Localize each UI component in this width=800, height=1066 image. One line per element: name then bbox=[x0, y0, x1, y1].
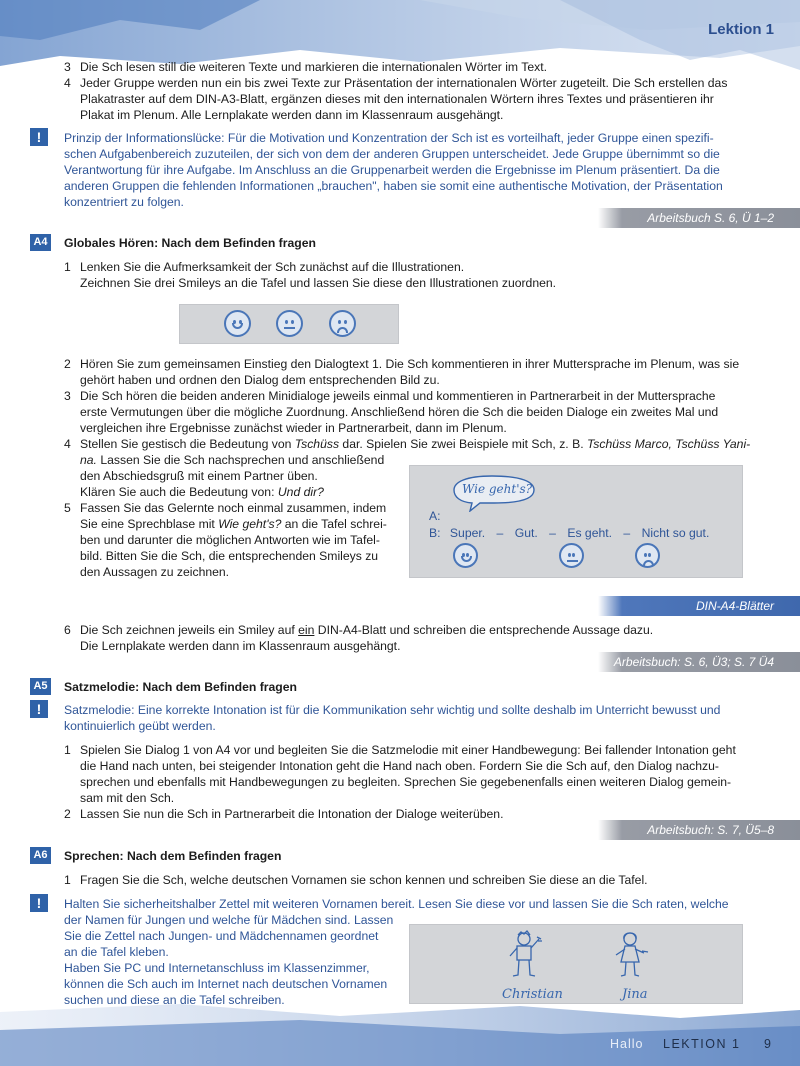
sad-smiley-icon bbox=[635, 543, 660, 568]
exclamation-icon: ! bbox=[30, 894, 48, 912]
happy-smiley-icon bbox=[224, 310, 251, 337]
reference-arbeitsbuch-1: Arbeitsbuch S. 6, Ü 1–2 bbox=[598, 208, 800, 228]
a4-step-4: 4 Stellen Sie gestisch die Bedeutung von Tschüss dar. Spielen Sie zwei Beispiele mit Sch, z. B. Tschüss Marco, Tschüss Yani- na. Lassen Sie die Sch nachsprechen und anschließend den Abschiedsgruß mit einem Partner üben. Klären Sie auch die Bedeutung von: Und dir? bbox=[64, 437, 751, 499]
neutral-smiley-icon bbox=[559, 543, 584, 568]
sad-smiley-icon bbox=[329, 310, 356, 337]
reference-arbeitsbuch-3: Arbeitsbuch: S. 7, Ü5–8 bbox=[598, 820, 800, 840]
name-jina: Jina bbox=[622, 987, 648, 1002]
section-tag-a4: A4 bbox=[30, 234, 51, 251]
footer-lesson: LEKTION 1 bbox=[663, 1037, 741, 1051]
section-title-a5: Satzmelodie: Nach dem Befinden fragen bbox=[64, 680, 297, 694]
section-tag-a6: A6 bbox=[30, 847, 51, 864]
top-steps bbox=[64, 59, 764, 123]
a4-step-3: 3 Die Sch hören die beiden anderen Minidialoge jeweils einmal und kommentieren in Partnerarbeit in der Muttersprache erste Vermutungen über die mögliche Zuordnung. Anschließend hören die Sch die beiden Dialoge ein zweites Mal und vergleichen ihre Ergebnisse zunächst wieder in Partnerarbeit, dann im Plenum. bbox=[64, 389, 719, 435]
a5-steps bbox=[64, 742, 764, 822]
step-3: 3 Die Sch lesen still die weiteren Texte und markieren die internationalen Wörter im Text. bbox=[64, 60, 547, 74]
bubble-text: Wie geht's? bbox=[462, 482, 533, 496]
note-information-gap: Prinzip der Informationslücke: Für die Motivation und Konzentration der Sch ist es vorteilhaft, jeder Gruppe einen spezifi- schen Aufgabenbereich zuzuteilen, der sich von dem der anderen Gruppen unterscheidet. Jede Gruppe übernimmt so die Verantwortung für ihre Aufgabe. Im Anschluss an die Gruppenarbeit werden die Ergebnisse im Plenum präsentiert. Da die anderen Gruppen die fehlenden Informationen „brauchen", haben sie somit eine authentische Motivation, der Präsentation konzentriert zu folgen. bbox=[64, 131, 723, 209]
lesson-header: Lektion 1 bbox=[708, 21, 774, 38]
a4-step-2: 2 Hören Sie zum gemeinsamen Einstieg den Dialogtext 1. Die Sch kommentieren in ihrer Muttersprache im Plenum, was sie gehört haben und ordnen den Dialog dem entsprechenden Bild zu. bbox=[64, 357, 740, 387]
step-4: 4 Jeder Gruppe werden nun ein bis zwei Texte zur Präsentation der internationalen Wörter zugeteilt. Die Sch erstellen das Plakatraster auf dem DIN-A3-Blatt, ergänzen dieses mit den internationalen Wörtern ihres Textes und präsentieren ihr Plakat im Plenum. Alle Lernplakate werden dann im Klassenraum ausgehängt. bbox=[64, 76, 728, 122]
note-satzmelodie: Satzmelodie: Eine korrekte Intonation ist für die Kommunikation sehr wichtig und sollte deshalb im Unterricht bewusst und kontinuierlich geübt werden. bbox=[64, 703, 721, 733]
a5-step-1: 1 Spielen Sie Dialog 1 von A4 vor und begleiten Sie die Satzmelodie mit einer Handbewegung: Bei fallender Intonation geht die Hand nach unten, bei steigender Intonation geht die Hand nach oben. Fordern Sie die Sch auf, den Dialog nachzu- sprechen und ebenfalls mit Handbewegungen zu begleiten. Sprechen Sie gegebenenfalls einen weiteren Dialog gemein- sam mit den Sch. bbox=[64, 743, 736, 805]
footer-book-title: Hallo bbox=[610, 1037, 644, 1051]
exclamation-icon: ! bbox=[30, 700, 48, 718]
boy-figure-icon bbox=[506, 929, 546, 981]
dialogue-b: B: Super. – Gut. – Es geht. – Nicht so gut. bbox=[429, 526, 710, 540]
a4-step-5: 5 Fassen Sie das Gelernte noch einmal zusammen, indem Sie eine Sprechblase mit Wie geht's? an die Tafel schrei- ben und darunter die möglichen Antworten wie im Tafel- bild. Bitten Sie die Sch, die entsprechenden Smileys zu den Aussagen zu zeichnen. bbox=[64, 501, 387, 579]
girl-figure-icon bbox=[610, 929, 654, 981]
board-dialogue bbox=[409, 465, 743, 578]
board-names bbox=[409, 924, 743, 1004]
a6-step-1: 1 Fragen Sie die Sch, welche deutschen Vornamen sie schon kennen und schreiben Sie diese an die Tafel. bbox=[64, 873, 648, 887]
reference-material-din-a4: DIN-A4-Blätter bbox=[598, 596, 800, 616]
section-title-a6: Sprechen: Nach dem Befinden fragen bbox=[64, 849, 282, 863]
note-vornamen: Halten Sie sicherheitshalber Zettel mit weiteren Vornamen bereit. Lesen Sie diese vor und lassen Sie die Sch raten, welche der Namen für Jungen und welche für Mädchen sind. Lassen Sie die Zettel nach Jungen- und Mädchennamen geordnet an die Tafel kleben. Haben Sie PC und Internetanschluss im Klassenzimmer, können die Sch auch im Internet nach deutschen Vornamen suchen und diese an die Tafel schreiben. bbox=[64, 897, 729, 1007]
board-smileys bbox=[179, 304, 399, 344]
neutral-smiley-icon bbox=[276, 310, 303, 337]
dialogue-a: A: bbox=[429, 509, 441, 523]
page-number: 9 bbox=[764, 1037, 771, 1051]
name-christian: Christian bbox=[502, 987, 563, 1002]
page-footer bbox=[0, 1030, 800, 1066]
section-title-a4: Globales Hören: Nach dem Befinden fragen bbox=[64, 236, 316, 250]
reference-arbeitsbuch-2: Arbeitsbuch: S. 6, Ü3; S. 7 Ü4 bbox=[598, 652, 800, 672]
section-tag-a5: A5 bbox=[30, 678, 51, 695]
happy-smiley-icon bbox=[453, 543, 478, 568]
a4-step-1: 1 Lenken Sie die Aufmerksamkeit der Sch zunächst auf die Illustrationen. Zeichnen Sie drei Smileys an die Tafel und lassen Sie diese den Illustrationen zuordnen. bbox=[64, 260, 557, 290]
a4-step-6: 6 Die Sch zeichnen jeweils ein Smiley auf ein DIN-A4-Blatt und schreiben die entsprechende Aussage dazu. Die Lernplakate werden dann im Klassenraum ausgehängt. bbox=[64, 623, 654, 653]
exclamation-icon: ! bbox=[30, 128, 48, 146]
a4-steps-2-3 bbox=[64, 356, 764, 436]
a5-step-2: 2 Lassen Sie nun die Sch in Partnerarbeit die Intonation der Dialoge weiterüben. bbox=[64, 807, 504, 821]
